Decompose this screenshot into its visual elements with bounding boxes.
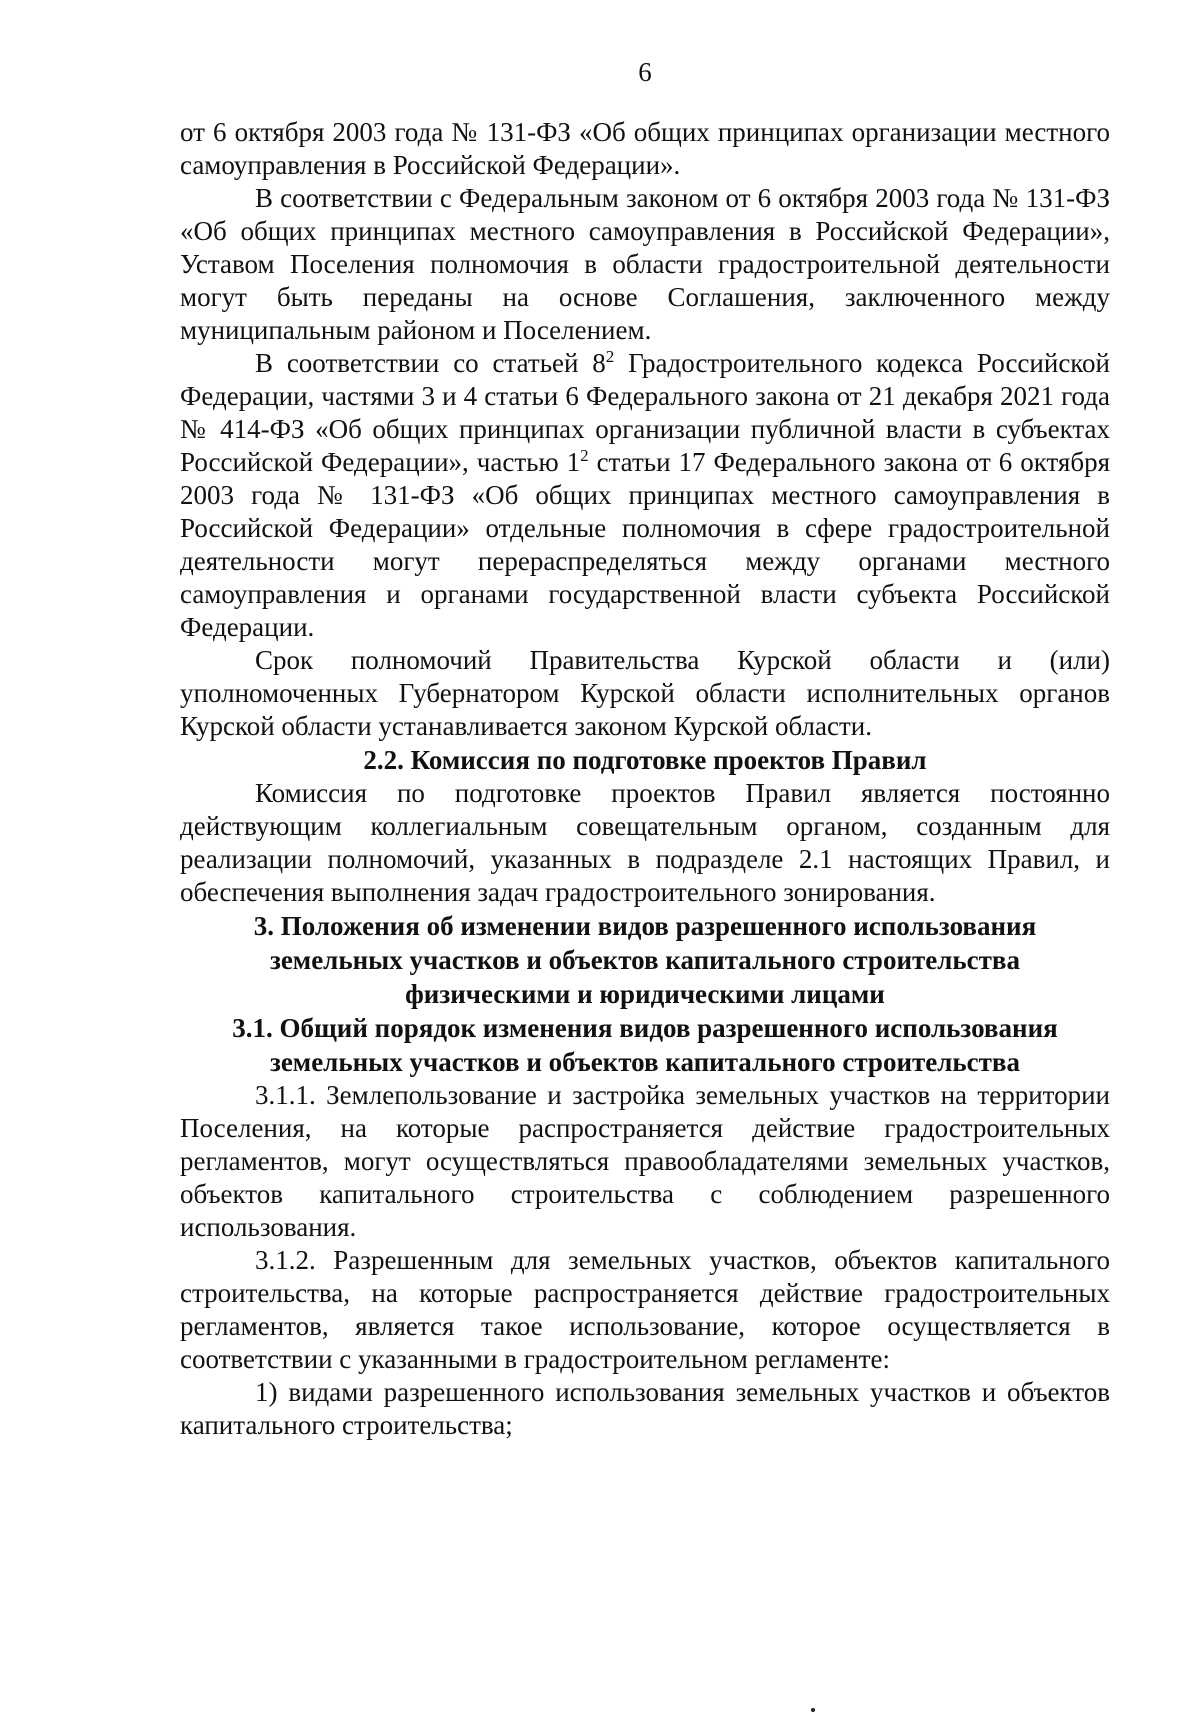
paragraph-law-reference: от 6 октября 2003 года № 131-ФЗ «Об общих принципах организации местного самоуправления в Российской Федерации». (180, 117, 1110, 180)
text-segment: Градостроительного кодекса Российской Федерации, частями 3 и 4 статьи 6 Федерального закона от 21 декабря 2021 года № 414-ФЗ «Об общих принципах организации публичной власти в субъектах Российской Федерации», частью 1 (180, 348, 1110, 477)
heading-line: земельных участков и объектов капитального строительства (269, 1047, 1021, 1077)
section-heading-2-2: 2.2. Комиссия по подготовке проектов Правил (363, 745, 927, 775)
text-segment: статьи 17 Федерального закона от 6 октября 2003 года № 131-ФЗ «Об общих принципах местного самоуправления в Российской Федерации» отдельные полномочия в сфере градостроительной деятельности могут перераспределяться между органами местного самоуправления и органами государственной власти субъекта Российской Федерации. (180, 447, 1110, 642)
heading-line: 3. Положения об изменении видов разрешенного использования (253, 911, 1037, 941)
heading-line: земельных участков и объектов капитального строительства (269, 945, 1021, 975)
page-number: 6 (638, 57, 652, 87)
paragraph-federal-law-transfer: В соответствии с Федеральным законом от 6 октября 2003 года № 131-ФЗ «Об общих принципах местного самоуправления в Российской Федерации», Уставом Поселения полномочия в области градостроительной деятельности могут быть переданы на основе Соглашения, заключенного между муниципальным районом и Поселением. (180, 183, 1110, 345)
document-body (180, 116, 1110, 1442)
paragraph-commission: Комиссия по подготовке проектов Правил является постоянно действующим коллегиальным совещательным органом, созданным для реализации полномочий, указанных в подразделе 2.1 настоящих Правил, и обеспечения выполнения задач градостроительного зонирования. (180, 778, 1110, 907)
section-heading-3-1 (180, 1011, 1110, 1079)
heading-line: 3.1. Общий порядок изменения видов разрешенного использования (232, 1013, 1058, 1043)
paragraph-term-of-powers: Срок полномочий Правительства Курской области и (или) уполномоченных Губернатором Курской области исполнительных органов Курской области устанавливается законом Курской области. (180, 645, 1110, 741)
list-item-1: 1) видами разрешенного использования земельных участков и объектов капитального строительства; (180, 1377, 1110, 1440)
paragraph-3-1-1: 3.1.1. Землепользование и застройка земельных участков на территории Поселения, на которые распространяется действие градостроительных регламентов, могут осуществляться правообладателями земельных участков, объектов капитального строительства с соблюдением разрешенного использования. (180, 1080, 1110, 1242)
text-segment: В соответствии со статьей 8 (255, 348, 606, 378)
superscript: 2 (605, 347, 615, 366)
section-heading-3 (180, 909, 1110, 1011)
superscript: 2 (580, 446, 589, 465)
paragraph-3-1-2: 3.1.2. Разрешенным для земельных участков, объектов капитального строительства, на которые распространяется действие градостроительных регламентов, является такое использование, которое осуществляется в соответствии с указанными в градостроительном регламенте: (180, 1245, 1110, 1374)
scan-speck (811, 1708, 815, 1712)
paragraph-redistribution-powers (180, 347, 1110, 644)
heading-line: физическими и юридическими лицами (405, 979, 885, 1009)
